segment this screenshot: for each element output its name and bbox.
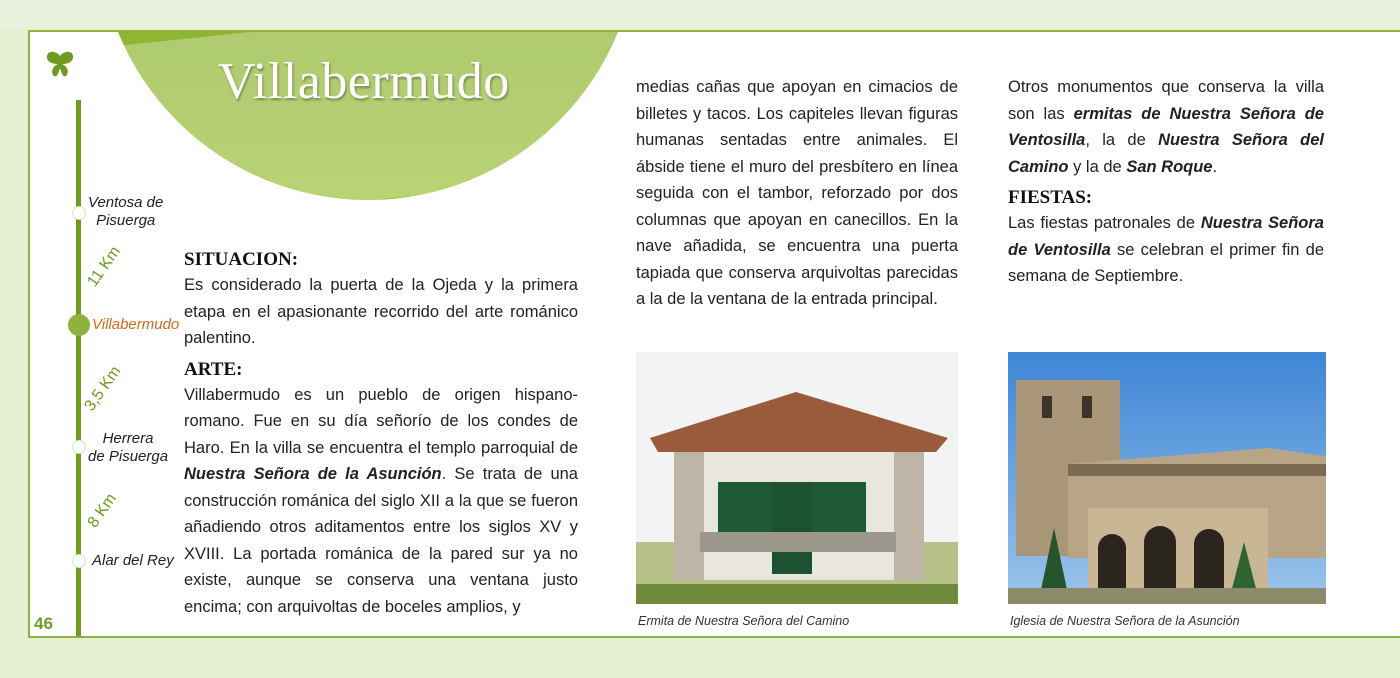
- text-column-2: [636, 74, 958, 313]
- photo-iglesia: [1008, 352, 1326, 604]
- page-top-margin: [0, 0, 1400, 30]
- page-title: Villabermudo: [218, 53, 510, 110]
- page-bottom-margin: [0, 636, 1400, 678]
- photo-caption-iglesia: Iglesia de Nuestra Señora de la Asunción: [1010, 614, 1240, 628]
- route-stop-alar: [72, 554, 86, 568]
- section-heading-fiestas: FIESTAS:: [1008, 187, 1093, 208]
- route-distance-1: 11 Km: [84, 243, 125, 291]
- monuments-paragraph: Otros monumentos que conserva la villa son las ermitas de Nuestra Señora de Ventosilla, la de Nuestra Señora del Camino y la de San Roque.: [1008, 78, 1324, 176]
- page-number: 46: [34, 614, 53, 633]
- photo-ermita: [636, 352, 958, 604]
- section-heading-situacion: SITUACION:: [184, 249, 299, 270]
- fiestas-paragraph: Las fiestas patronales de Nuestra Señora de Ventosilla se celebran el primer fin de semana de Septiembre.: [1008, 214, 1324, 285]
- section-heading-arte: ARTE:: [184, 358, 243, 380]
- route-stop-villabermudo-label: Villabermudo: [92, 316, 180, 333]
- situacion-paragraph: Es considerado la puerta de la Ojeda y la primera etapa en el apasionante recorrido del arte románico palentino.: [184, 276, 578, 347]
- text-column-1: [184, 248, 578, 620]
- butterfly-icon: [44, 48, 76, 80]
- text-column-3: [1008, 74, 1324, 290]
- photo-caption-ermita: Ermita de Nuestra Señora del Camino: [638, 614, 850, 628]
- route-distance-3: 8 Km: [84, 490, 120, 531]
- route-stop-alar-label: Alar del Rey: [92, 552, 174, 569]
- route-stop-herrera: [72, 440, 86, 454]
- arte-paragraph: Villabermudo es un pueblo de origen hispano-romano. Fue en su día señorío de los condes de Haro. En la villa se encuentra el templo parroquial de Nuestra Señora de la Asunción. Se trata de una construcción románica del siglo XII a la que se fueron añadiendo otros aditamentos entre los siglos XV y XVIII. La portada románica de la pared sur ya no existe, aunque se conserva una ventana justo encima; con arquivoltas de boceles amplios, y: [184, 385, 578, 616]
- route-stop-herrera-label: Herrera de Pisuerga: [88, 430, 169, 465]
- route-stop-ventosa-label: Ventosa de Pisuerga: [88, 194, 164, 229]
- route-stop-ventosa: [72, 206, 86, 220]
- arte-paragraph-continued: medias cañas que apoyan en cimacios de billetes y tacos. Los capiteles llevan figuras humanas sentadas entre animales. El ábside tiene el muro del presbítero en línea seguida con el tambor, reforzado por dos columnas que apoyan en canecillos. En la nave añadida, se encuentra una puerta tapiada que conserva arquivoltas parecidas a la de la ventana de la entrada principal.: [636, 78, 958, 308]
- brochure-page: [28, 30, 1400, 638]
- route-distance-2: 3,5 Km: [81, 363, 125, 415]
- route-stop-villabermudo: [68, 314, 90, 336]
